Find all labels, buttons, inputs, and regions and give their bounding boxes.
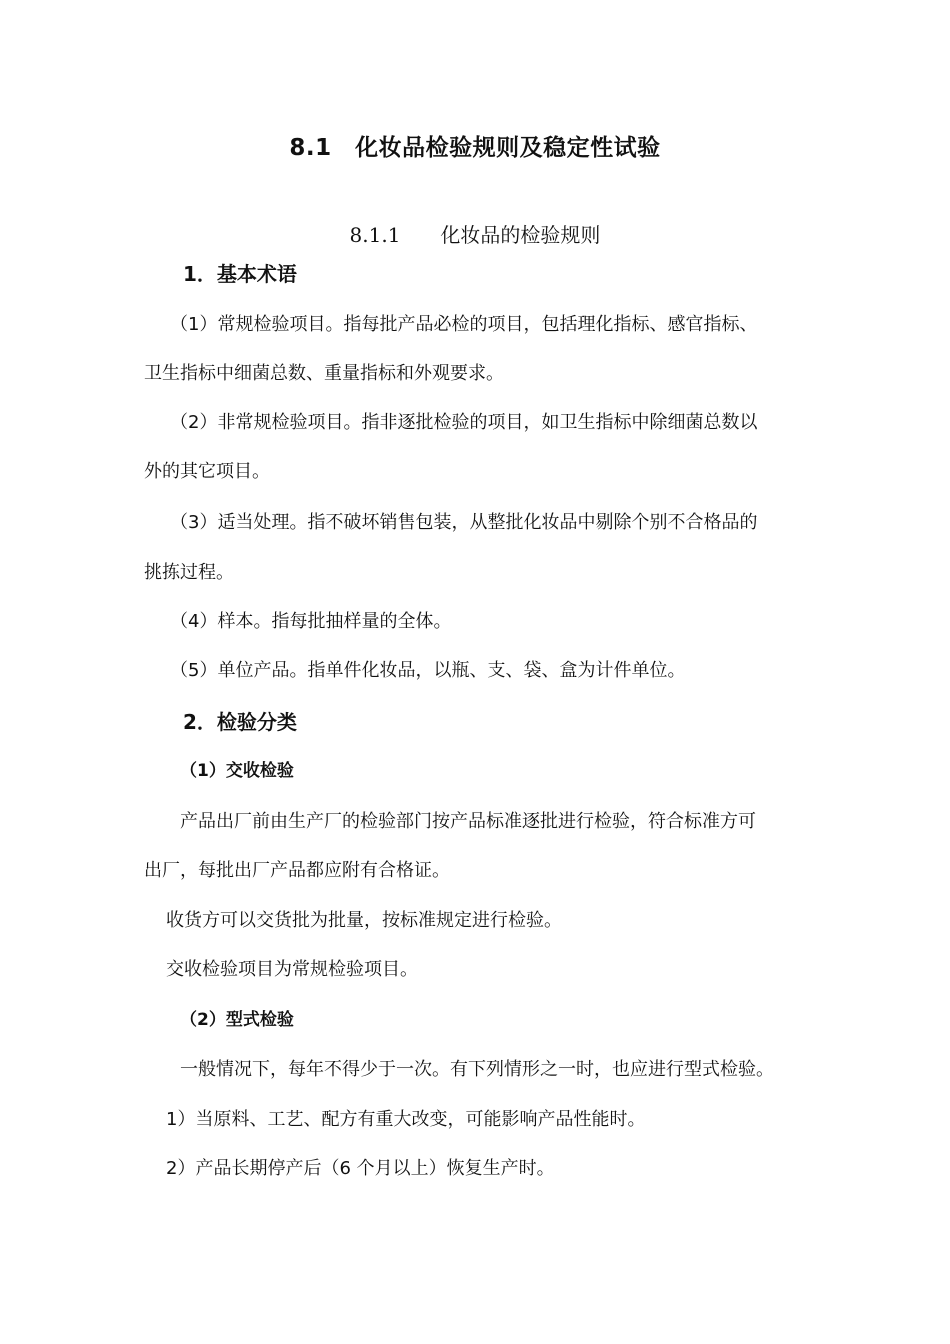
delivery-para-2: 收货方可以交货批为批量，按标准规定进行检验。	[166, 910, 562, 931]
term-1-line-2: 卫生指标中细菌总数、重量指标和外观要求。	[144, 363, 504, 384]
term-3-line-1: （3）适当处理。指不破坏销售包装，从整批化妆品中剔除个别不合格品的	[170, 512, 758, 533]
type-inspection-item-1: 1）当原料、工艺、配方有重大改变，可能影响产品性能时。	[166, 1109, 646, 1130]
term-2-line-2: 外的其它项目。	[144, 461, 270, 482]
subsection-heading-type-inspection: （2）型式检验	[180, 1010, 294, 1030]
term-5: （5）单位产品。指单件化妆品，以瓶、支、袋、盒为计件单位。	[170, 660, 686, 681]
delivery-para-1-line-1: 产品出厂前由生产厂的检验部门按产品标准逐批进行检验，符合标准方可	[180, 811, 756, 832]
subsection-heading-delivery-inspection: （1）交收检验	[180, 761, 294, 781]
type-inspection-item-2: 2）产品长期停产后（6 个月以上）恢复生产时。	[166, 1158, 555, 1179]
term-1-line-1: （1）常规检验项目。指每批产品必检的项目，包括理化指标、感官指标、	[170, 314, 758, 335]
type-inspection-para-1: 一般情况下，每年不得少于一次。有下列情形之一时，也应进行型式检验。	[180, 1059, 774, 1080]
section-heading-basic-terms: 1．基本术语	[183, 262, 297, 286]
document-title: 8.1 化妆品检验规则及稳定性试验	[289, 135, 661, 161]
section-heading-inspection-types: 2．检验分类	[183, 710, 297, 734]
section-subtitle: 8.1.1 化妆品的检验规则	[349, 223, 601, 247]
term-2-line-1: （2）非常规检验项目。指非逐批检验的项目，如卫生指标中除细菌总数以	[170, 412, 758, 433]
delivery-para-1-line-2: 出厂，每批出厂产品都应附有合格证。	[144, 860, 450, 881]
delivery-para-3: 交收检验项目为常规检验项目。	[166, 959, 418, 980]
term-3-line-2: 挑拣过程。	[144, 562, 234, 583]
term-4: （4）样本。指每批抽样量的全体。	[170, 611, 452, 632]
